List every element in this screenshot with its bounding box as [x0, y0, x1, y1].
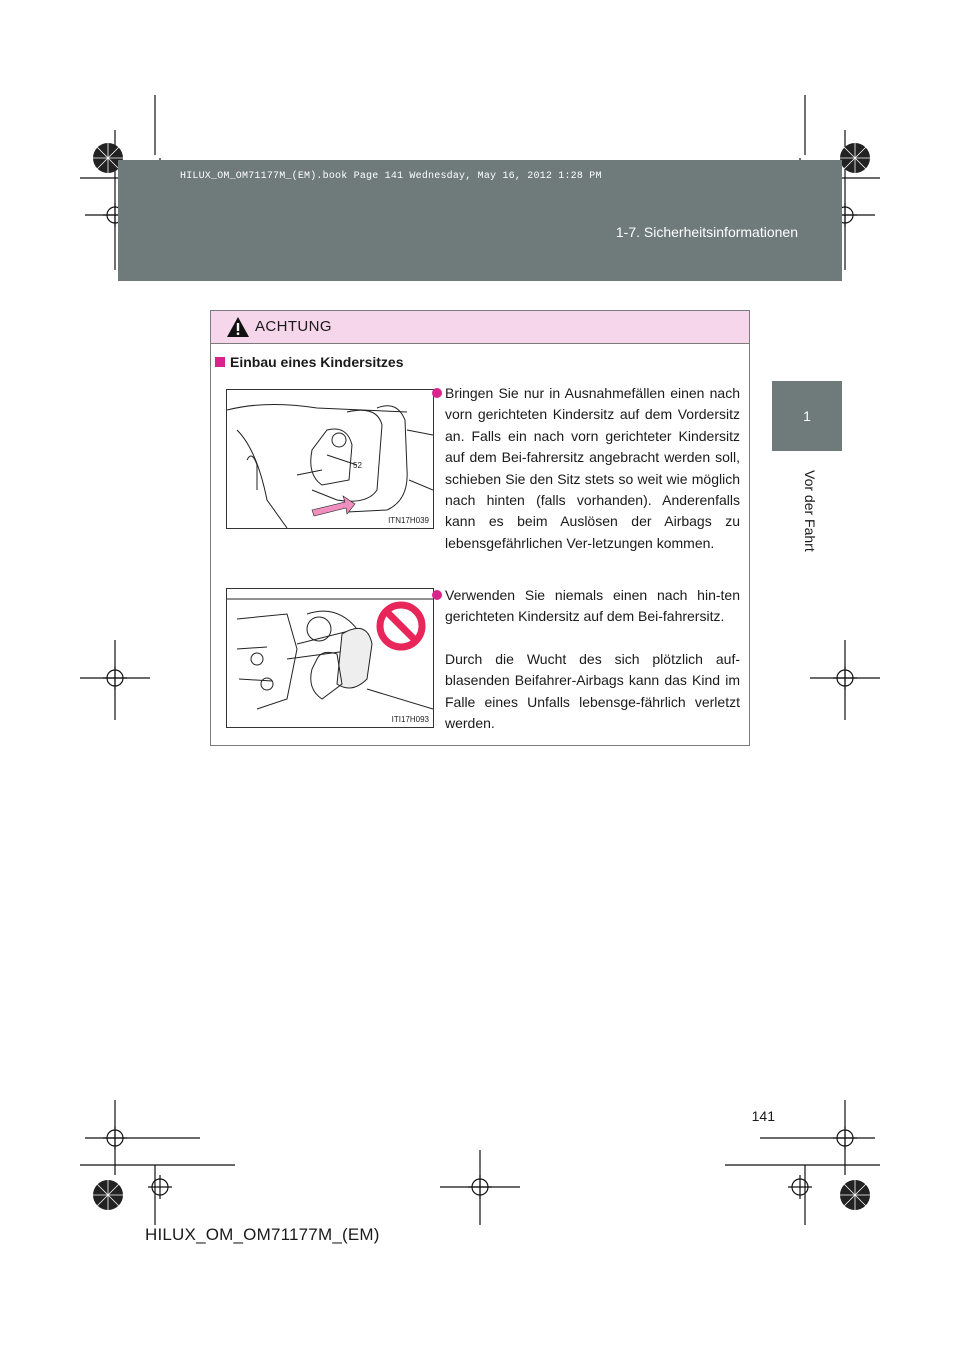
svg-text:52: 52 [353, 461, 362, 470]
prohibition-sign-icon [375, 600, 427, 652]
circle-bullet-icon [432, 388, 442, 398]
child-seat-illustration [227, 390, 433, 528]
section-title: 1-7. Sicherheitsinformationen [615, 224, 798, 240]
page-number: 141 [751, 1108, 775, 1124]
bullet1-text: Bringen Sie nur in Ausnahmefällen einen nach vorn gerichteten Kindersitz auf dem Vordersitz an. Falls ein nach vorn gerichteter Kindersitz auf dem Bei-fahrersitz angebracht werden soll, schieben Sie den Sitz stets so weit wie möglich nach hinten (falls vorhanden). Anderenfalls kann es beim Auslösen der Airbags zu lebensgefährlichen Ver-letzungen kommen. [445, 385, 740, 551]
subheading-text: Einbau eines Kindersitzes [230, 354, 404, 370]
subheading [215, 354, 404, 370]
bullet2-text: Verwenden Sie niemals einen nach hin-ten gerichteten Kindersitz auf dem Bei-fahrersitz. [445, 587, 740, 625]
bullet-rear-seat [432, 585, 740, 628]
bullet-forward-seat [432, 383, 740, 554]
circle-bullet-icon [432, 590, 442, 600]
warning-triangle-icon [226, 316, 250, 338]
figure-child-seat-forward [226, 389, 434, 529]
document-id: HILUX_OM_OM71177M_(EM) [145, 1225, 380, 1244]
figure1-code: ITN17H039 [388, 516, 429, 525]
chapter-title: Vor der Fahrt [802, 470, 818, 552]
chapter-number: 1 [803, 408, 811, 424]
figure2-code: ITI17H093 [391, 715, 429, 724]
square-bullet-icon [215, 357, 225, 367]
warning-title: ACHTUNG [255, 318, 332, 335]
file-stamp: HILUX_OM_OM71177M_(EM).book Page 141 Wednesday, May 16, 2012 1:28 PM [180, 171, 602, 182]
warning-header [211, 311, 749, 344]
bullet2-detail: Durch die Wucht des sich plötzlich auf-blasenden Beifahrer-Airbags kann das Kind im Falle eines Unfalls lebensge-fährlich verletzt werden. [445, 651, 740, 732]
